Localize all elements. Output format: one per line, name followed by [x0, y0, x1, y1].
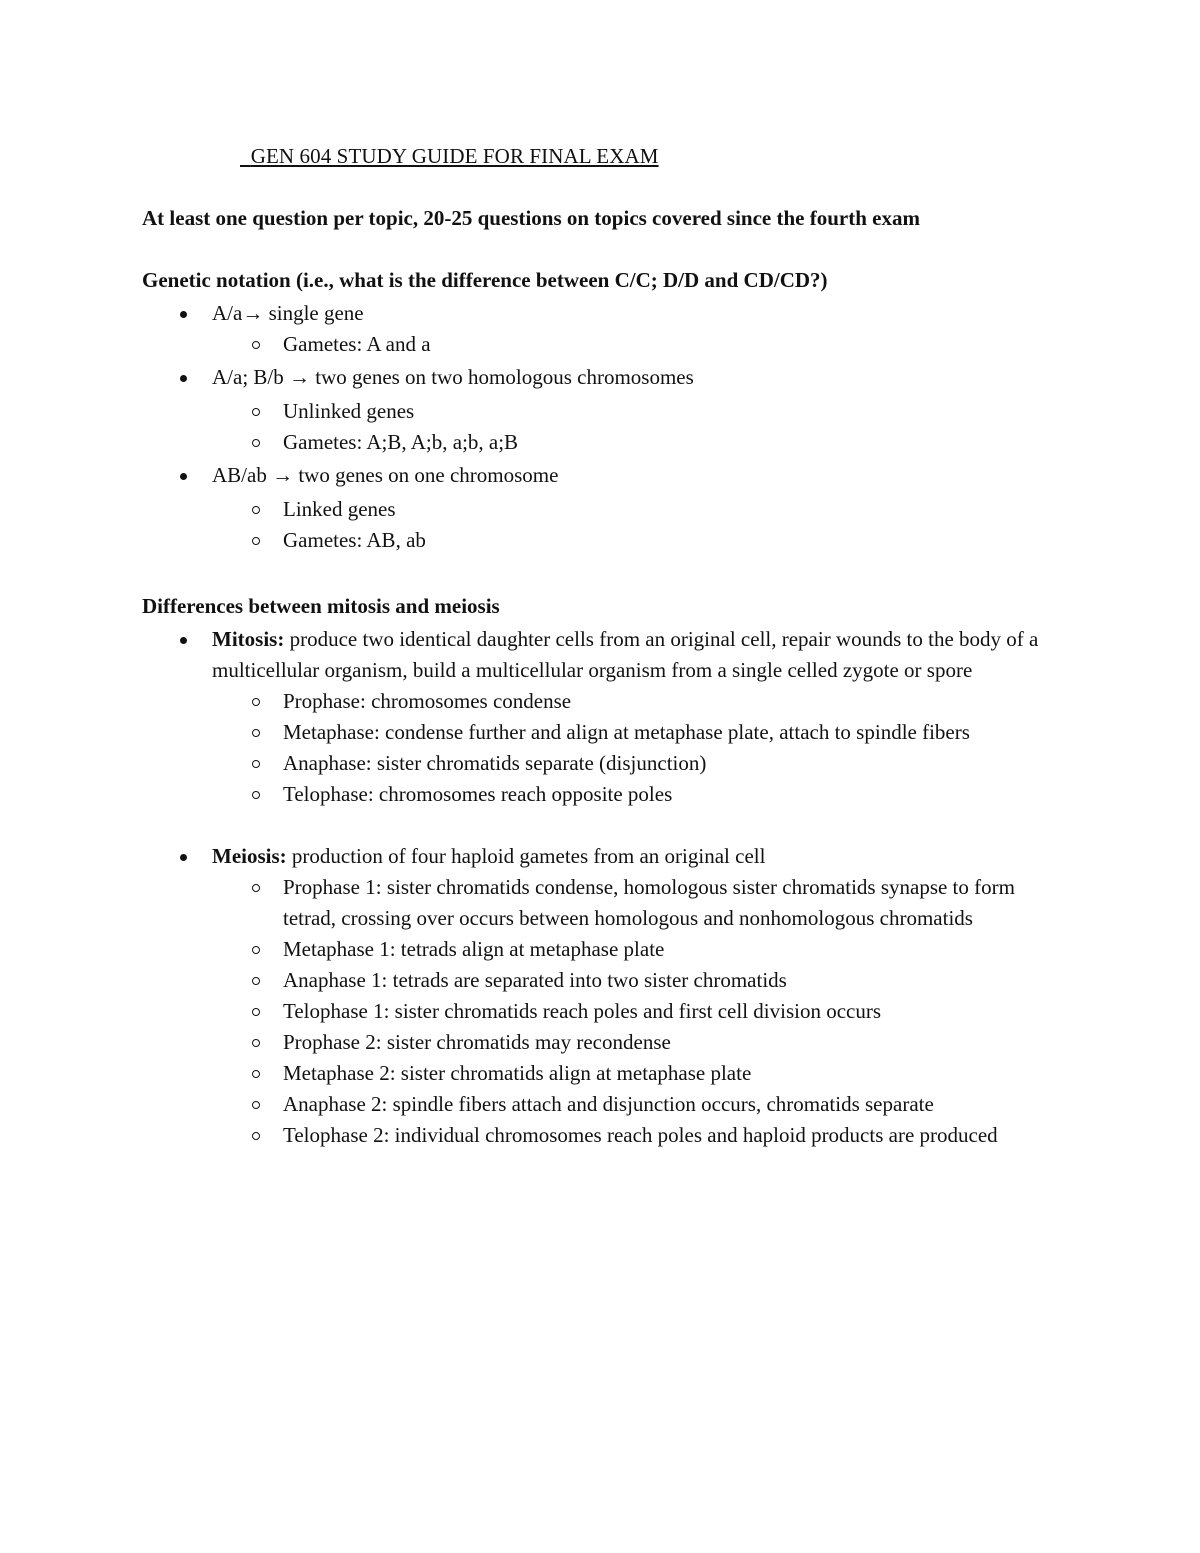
mitosis-description: produce two identical daughter cells from an original cell, repair wounds to the body of a multicellular organism, build a multicellular organism from a single celled zygote or spore [212, 627, 1039, 682]
list-item-meiosis [142, 841, 1072, 872]
sub-list-item-text: Gametes: A and a [283, 332, 431, 356]
sub-list-item-text: Telophase: chromosomes reach opposite poles [283, 782, 673, 806]
sub-list-item-text: Gametes: AB, ab [283, 528, 426, 552]
genetic-notation-list [142, 298, 1072, 556]
intro-text: At least one question per topic, 20-25 questions on topics covered since the fourth exam [142, 206, 920, 230]
sub-list-item [142, 872, 1072, 934]
sub-list-item [142, 396, 1072, 427]
sub-list-item [142, 1058, 1072, 1089]
meiosis-description: production of four haploid gametes from an original cell [286, 844, 766, 868]
mitosis-label: Mitosis: [212, 627, 285, 651]
document-title [240, 144, 659, 169]
list-item-text: A/a; B/b → two genes on two homologous chromosomes [212, 365, 694, 389]
sub-list-item-text: Prophase 1: sister chromatids condense, homologous sister chromatids synapse to form tetrad, crossing over occurs between homologous and nonhomologous chromatids [283, 875, 1015, 930]
list-item [142, 460, 1072, 491]
document-title-text: GEN 604 STUDY GUIDE FOR FINAL EXAM [250, 144, 659, 168]
sub-list-item-text: Unlinked genes [283, 399, 415, 423]
sub-list-item [142, 934, 1072, 965]
sub-list-item-text: Metaphase 2: sister chromatids align at metaphase plate [283, 1061, 752, 1085]
sub-list-item-text: Gametes: A;B, A;b, a;b, a;B [283, 430, 519, 454]
mitosis-meiosis-list [142, 624, 1072, 1151]
sub-list-item [142, 748, 1072, 779]
sub-list-item [142, 1027, 1072, 1058]
sub-list-item-text: Anaphase 1: tetrads are separated into two sister chromatids [283, 968, 787, 992]
meiosis-label: Meiosis: [212, 844, 287, 868]
sub-list-item [142, 329, 1072, 360]
sub-list-item [142, 779, 1072, 810]
sub-list-item [142, 525, 1072, 556]
sub-list-item-text: Metaphase: condense further and align at metaphase plate, attach to spindle fibers [283, 720, 970, 744]
sub-list-item-text: Anaphase 2: spindle fibers attach and disjunction occurs, chromatids separate [283, 1092, 934, 1116]
sub-list-item-text: Metaphase 1: tetrads align at metaphase plate [283, 937, 665, 961]
section-heading-mitosis-meiosis: Differences between mitosis and meiosis [142, 594, 500, 618]
list-item [142, 362, 1072, 393]
sub-list-item-text: Prophase 2: sister chromatids may recondense [283, 1030, 671, 1054]
sub-list-item [142, 965, 1072, 996]
sub-list-item [142, 717, 1072, 748]
sub-list-item-text: Telophase 1: sister chromatids reach poles and first cell division occurs [283, 999, 882, 1023]
sub-list-item-text: Prophase: chromosomes condense [283, 689, 572, 713]
sub-list-item [142, 996, 1072, 1027]
sub-list-item [142, 427, 1072, 458]
sub-list-item-text: Linked genes [283, 497, 396, 521]
sub-list-item [142, 494, 1072, 525]
section-heading-genetic-notation: Genetic notation (i.e., what is the difference between C/C; D/D and CD/CD?) [142, 268, 828, 292]
list-spacer [142, 810, 1072, 841]
list-item-text: A/a→ single gene [212, 301, 364, 325]
list-item-mitosis [142, 624, 1072, 686]
sub-list-item [142, 686, 1072, 717]
sub-list-item [142, 1120, 1072, 1151]
sub-list-item-text: Anaphase: sister chromatids separate (disjunction) [283, 751, 707, 775]
list-item [142, 298, 1072, 329]
sub-list-item-text: Telophase 2: individual chromosomes reach poles and haploid products are produced [283, 1123, 998, 1147]
list-item-text: AB/ab → two genes on one chromosome [212, 463, 559, 487]
sub-list-item [142, 1089, 1072, 1120]
